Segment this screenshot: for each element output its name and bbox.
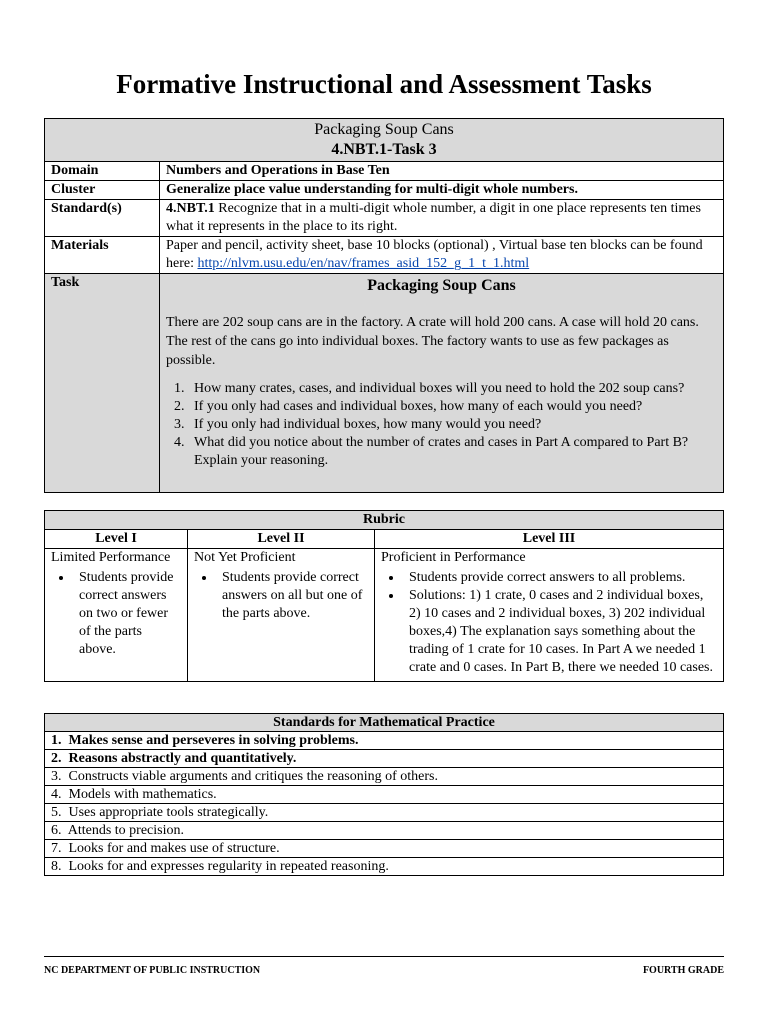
footer-left: NC DEPARTMENT OF PUBLIC INSTRUCTION bbox=[44, 965, 261, 976]
practice-number: 8. bbox=[51, 859, 62, 874]
practice-text: Reasons abstractly and quantitatively. bbox=[68, 751, 297, 766]
rubric-table bbox=[44, 510, 724, 682]
level-criteria bbox=[194, 569, 368, 623]
task-question: 1. How many crates, cases, and individual boxes will you need to hold the 202 soup cans? bbox=[188, 380, 717, 398]
practice-number: 5. bbox=[51, 805, 62, 820]
task-header-title: Packaging Soup Cans bbox=[314, 121, 454, 138]
practice-text: Looks for and expresses regularity in repeated reasoning. bbox=[68, 859, 389, 874]
task-info-table bbox=[44, 118, 724, 493]
standards-value bbox=[160, 200, 724, 237]
level-1-cell bbox=[45, 549, 188, 682]
practice-number: 6. bbox=[51, 823, 62, 838]
task-questions bbox=[166, 380, 717, 470]
task-body bbox=[160, 274, 724, 493]
cluster-value: Generalize place value understanding for multi-digit whole numbers. bbox=[160, 181, 724, 200]
criterion: • Students provide correct answers on all but one of the parts above. bbox=[216, 569, 368, 623]
level-heading: Level III bbox=[375, 530, 724, 549]
criterion: • Students provide correct answers to all problems. bbox=[403, 569, 717, 587]
level-label: Not Yet Proficient bbox=[194, 550, 296, 565]
materials-link[interactable]: http://nlvm.usu.edu/en/nav/frames_asid_152_g_1_t_1.html bbox=[197, 256, 530, 271]
practice-text: Attends to precision. bbox=[67, 823, 184, 838]
level-criteria bbox=[381, 569, 717, 677]
practice-text: Looks for and makes use of structure. bbox=[68, 841, 280, 856]
task-label: Task bbox=[45, 274, 160, 493]
materials-label: Materials bbox=[45, 237, 160, 274]
level-2-cell bbox=[188, 549, 375, 682]
practice-number: 4. bbox=[51, 787, 62, 802]
practice-item bbox=[45, 840, 724, 858]
level-label: Proficient in Performance bbox=[381, 550, 526, 565]
materials-text: Paper and pencil, activity sheet, base 10 blocks (optional) , Virtual base ten blocks can be found here: bbox=[166, 238, 703, 271]
page-title: Formative Instructional and Assessment Tasks bbox=[116, 69, 652, 99]
practice-item bbox=[45, 768, 724, 786]
task-question: 2. If you only had cases and individual boxes, how many of each would you need? bbox=[188, 398, 717, 416]
level-criteria bbox=[51, 569, 181, 659]
practice-text: Makes sense and perseveres in solving problems. bbox=[68, 733, 359, 748]
domain-label: Domain bbox=[45, 162, 160, 181]
task-header-code: 4.NBT.1-Task 3 bbox=[331, 141, 437, 158]
task-description: There are 202 soup cans are in the factory. A crate will hold 200 cans. A case will hold 20 cans. The rest of the cans go into individual boxes. The factory wants to use as few packages as possible. bbox=[166, 315, 699, 368]
cluster-label: Cluster bbox=[45, 181, 160, 200]
level-3-cell bbox=[375, 549, 724, 682]
practice-item bbox=[45, 822, 724, 840]
materials-value bbox=[160, 237, 724, 274]
practice-text: Constructs viable arguments and critiques the reasoning of others. bbox=[68, 769, 438, 784]
practices-table bbox=[44, 713, 724, 876]
level-heading: Level I bbox=[45, 530, 188, 549]
practice-item bbox=[45, 858, 724, 876]
practice-number: 2. bbox=[51, 751, 62, 766]
practice-number: 1. bbox=[51, 733, 62, 748]
practice-item bbox=[45, 786, 724, 804]
practice-number: 3. bbox=[51, 769, 62, 784]
footer-right: FOURTH GRADE bbox=[642, 965, 724, 976]
task-question: 3. If you only had individual boxes, how many would you need? bbox=[188, 416, 717, 434]
standard-text: Recognize that in a multi-digit whole number, a digit in one place represents ten times what it represents in the place to its right. bbox=[166, 201, 701, 234]
practice-text: Uses appropriate tools strategically. bbox=[68, 805, 269, 820]
level-label: Limited Performance bbox=[51, 550, 171, 565]
practice-item bbox=[45, 732, 724, 750]
task-title: Packaging Soup Cans bbox=[367, 277, 516, 294]
rubric-title: Rubric bbox=[45, 511, 724, 530]
practice-item bbox=[45, 804, 724, 822]
task-header bbox=[45, 119, 724, 162]
practice-number: 7. bbox=[51, 841, 62, 856]
criterion: • Students provide correct answers on two or fewer of the parts above. bbox=[73, 569, 181, 659]
criterion: • Solutions: 1) 1 crate, 0 cases and 2 individual boxes, 2) 10 cases and 2 individual boxes, 3) 202 individual boxes,4) The explanation says something about the trading of 1 crate for 10 cases. In Part A we needed 1 crate and 0 cases. In Part B, there we needed 10 cases. bbox=[403, 587, 717, 677]
standard-code: 4.NBT.1 bbox=[166, 201, 215, 216]
domain-value: Numbers and Operations in Base Ten bbox=[160, 162, 724, 181]
task-question: 4. What did you notice about the number of crates and cases in Part A compared to Part B? Explain your reasoning. bbox=[188, 434, 717, 470]
practices-title: Standards for Mathematical Practice bbox=[45, 714, 724, 732]
standards-label: Standard(s) bbox=[45, 200, 160, 237]
practice-item bbox=[45, 750, 724, 768]
footer-divider bbox=[44, 956, 724, 957]
level-heading: Level II bbox=[188, 530, 375, 549]
practice-text: Models with mathematics. bbox=[68, 787, 217, 802]
